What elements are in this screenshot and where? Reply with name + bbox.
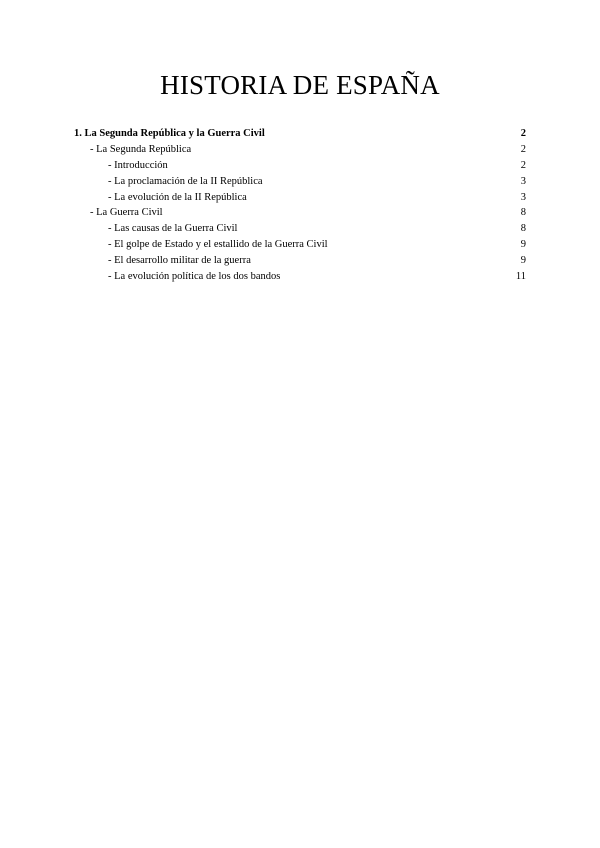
- toc-entry-subsection[interactable]: [74, 190, 526, 206]
- toc-entry-page: 3: [520, 175, 526, 187]
- toc-entry-page: 2: [520, 128, 526, 139]
- toc-entry-label: - La evolución política de los dos bandos: [108, 271, 281, 283]
- toc-entry-page: 11: [515, 271, 526, 283]
- toc-entry-section[interactable]: [74, 205, 526, 221]
- toc-entry-page: 2: [520, 143, 526, 155]
- toc-entry-subsection[interactable]: [74, 174, 526, 190]
- toc-entry-label: - El golpe de Estado y el estallido de la Guerra Civil: [108, 239, 328, 251]
- toc-entry-label: - La proclamación de la II República: [108, 175, 263, 187]
- toc-entry-page: 8: [520, 207, 526, 219]
- toc-entry-page: 9: [520, 255, 526, 267]
- toc-entry-label: - Introducción: [108, 159, 168, 171]
- toc-entry-chapter[interactable]: [74, 126, 526, 142]
- toc-entry-subsection[interactable]: [74, 253, 526, 269]
- toc-entry-label: - Las causas de la Guerra Civil: [108, 223, 238, 235]
- document-title: HISTORIA DE ESPAÑA: [160, 70, 440, 100]
- toc-entry-label: - La Guerra Civil: [90, 207, 163, 219]
- toc-entry-section[interactable]: [74, 142, 526, 158]
- toc-entry-page: 3: [520, 191, 526, 203]
- toc-entry-subsection[interactable]: [74, 158, 526, 174]
- toc-entry-label: - La Segunda República: [90, 143, 192, 155]
- toc-entry-page: 2: [520, 159, 526, 171]
- toc-entry-page: 8: [520, 223, 526, 235]
- toc-entry-label: - El desarrollo militar de la guerra: [108, 255, 251, 267]
- table-of-contents: [74, 126, 526, 285]
- toc-entry-label: 1. La Segunda República y la Guerra Civil: [74, 128, 265, 139]
- toc-entry-subsection[interactable]: [74, 269, 526, 285]
- toc-entry-subsection[interactable]: [74, 237, 526, 253]
- toc-entry-label: - La evolución de la II República: [108, 191, 247, 203]
- toc-entry-page: 9: [520, 239, 526, 251]
- toc-entry-subsection[interactable]: [74, 221, 526, 237]
